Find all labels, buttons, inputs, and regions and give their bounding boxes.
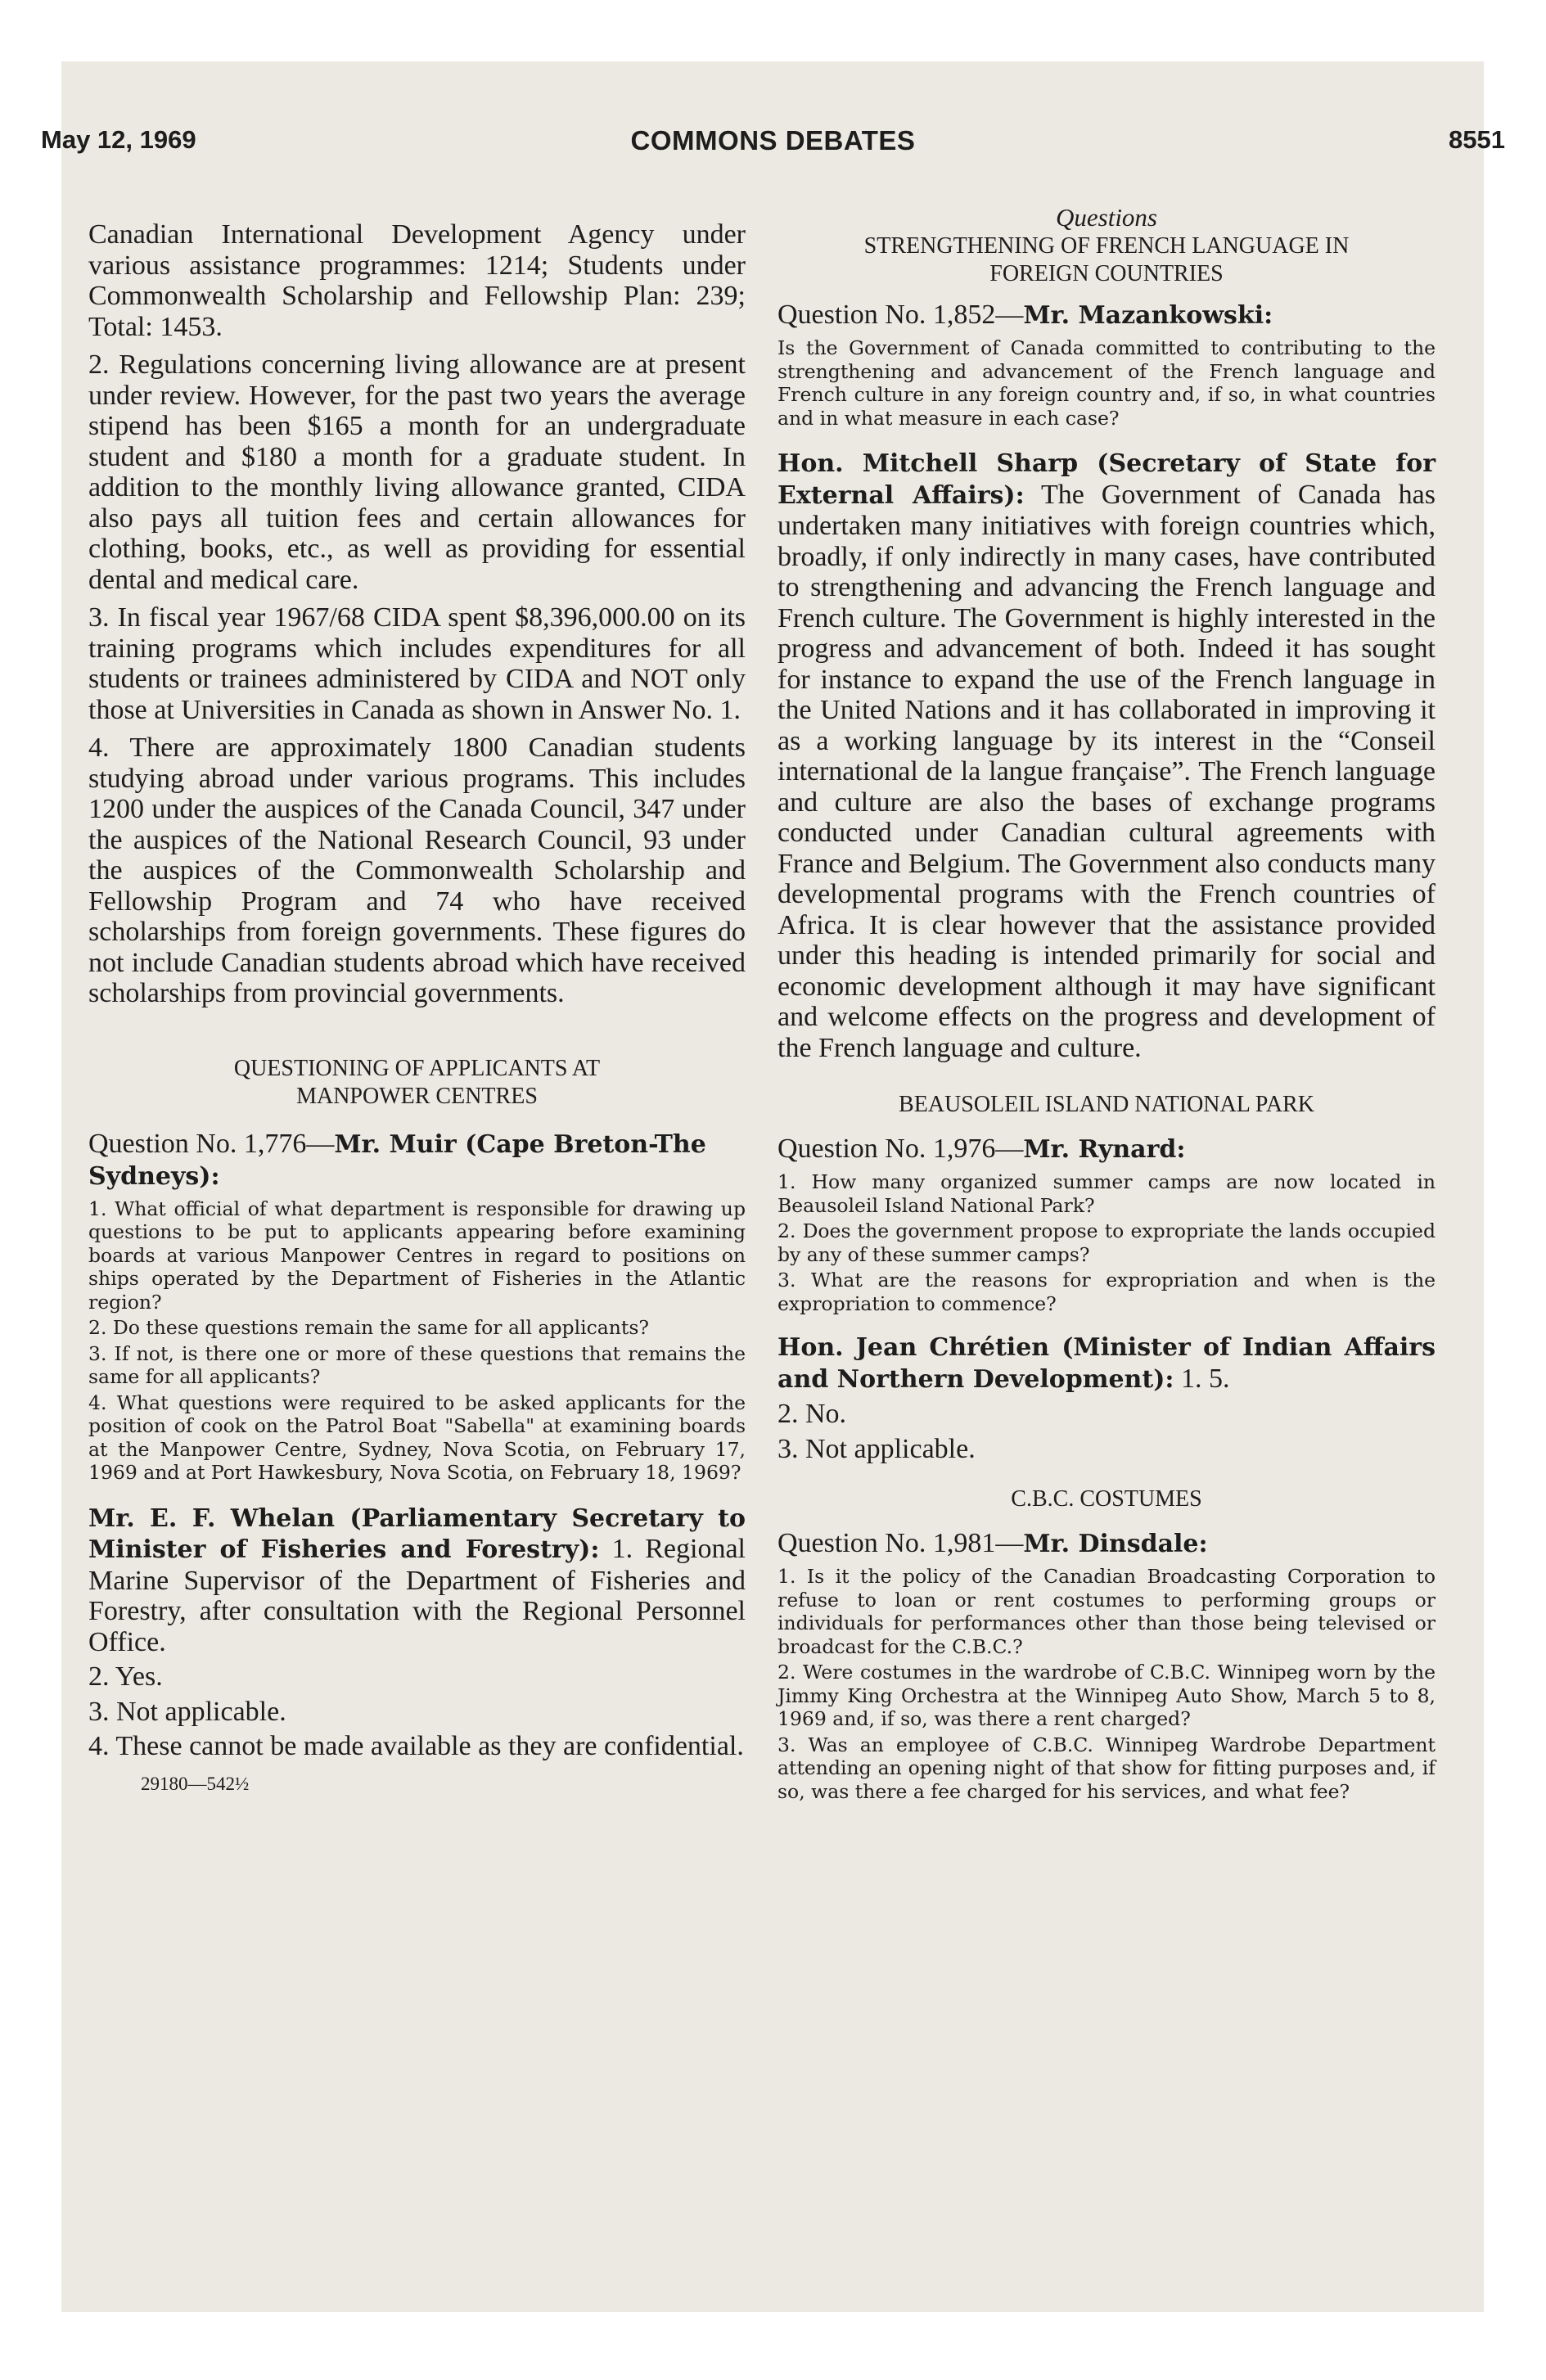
question-asker: Mr. Dinsdale: (1023, 1530, 1208, 1558)
question-item: 1. How many organized summer camps are now located in Beausoleil Island National Park? (778, 1170, 1436, 1217)
question-line (778, 1528, 1436, 1560)
question-item: 1. What official of what department is responsible for drawing up questions to be put to applicants appearing before examining boards at various Manpower Centres in regard to positions on ships operated by the Department of Fisheries in the Atlantic region? (88, 1197, 746, 1314)
printer-footer: 29180—542½ (141, 1773, 250, 1794)
paragraph: 3. In fiscal year 1967/68 CIDA spent $8,396,000.00 on its training programs which includes expenditures for all students or trainees administered by CIDA and NOT only those at Universities in Canada as shown in Answer No. 1. (88, 602, 746, 725)
question-items (778, 1565, 1436, 1803)
question-item: 4. What questions were required to be asked applicants for the position of cook on the Patrol Boat "Sabella" at examining boards at the Manpower Centre, Sydney, Nova Scotia, on February 17, 1969 and at Port Hawkesbury, Nova Scotia, on February 18, 1969? (88, 1391, 746, 1484)
answer-item: 2. Yes. (88, 1661, 163, 1692)
question-item: 3. What are the reasons for expropriation and when is the expropriation to commence? (778, 1269, 1436, 1315)
paragraph: 4. There are approximately 1800 Canadian students studying abroad under various programs. This includes 1200 under the auspices of the Canada Council, 347 under the auspices of the National Research Council, 93 under the auspices of the Commonwealth Scholarship and Fellowship Program and 74 who have received scholarships from foreign governments. These figures do not include Canadian students abroad which have received scholarships from provincial governments. (88, 732, 746, 1008)
question-asker: Mr. Rynard: (1023, 1135, 1186, 1164)
question-number: Question No. 1,776— (88, 1128, 335, 1159)
page-header (41, 125, 1505, 166)
answer-paragraph (778, 448, 1436, 1063)
answer-speaker: Mr. E. F. Whelan (Parliamentary Secretary to Minister of Fisheries and Forestry): (88, 1503, 746, 1564)
answer-item: 3. Not applicable. (778, 1433, 976, 1464)
paragraph: Canadian International Development Agency under various assistance programmes: 1214; Students under Commonwealth Scholarship and Fellowship Plan: 239; Total: 1453. (88, 219, 746, 342)
answer-paragraph (778, 1332, 1436, 1395)
section-heading: STRENGTHENING OF FRENCH LANGUAGE IN (863, 233, 1350, 259)
answer-item: 2. No. (778, 1399, 847, 1429)
question-item: 3. If not, is there one or more of these questions that remains the same for all applicants? (88, 1341, 746, 1388)
answer-speaker: Hon. Mitchell Sharp (Secretary of State for External Affairs): (778, 449, 1436, 510)
question-item: 3. Was an employee of C.B.C. Winnipeg Wardrobe Department attending an opening night of that show for fitting purposes and, if so, was there a fee charged for his services, and what fee? (778, 1733, 1436, 1803)
answer-item: 4. These cannot be made available as they are confidential. (88, 1731, 744, 1761)
question-number: Question No. 1,852— (778, 300, 1024, 330)
section-heading: QUESTIONING OF APPLICANTS AT (233, 1055, 601, 1081)
question-item: Is the Government of Canada committed to contributing to the strengthening and advancement of the French language and French culture in any foreign country and, if so, in what countries and in what measure in each case? (778, 336, 1436, 430)
right-column (778, 203, 1436, 1803)
answer-text: The Government of Canada has undertaken many initiatives with foreign countries which, broadly, if only indirectly in many cases, have contributed to strengthening and advancing the French language and French culture. The Government is highly interested in the progress and advancement of both. Indeed it has sought for instance to expand the use of the French language in the United Nations and it has collaborated in improving it as a working language by its interest in the “Conseil international de la langue française”. The French language and culture are also the bases of exchange programs conducted under Canadian cultural agreements with France and Belgium. The Government also conducts many developmental programs with the French countries of Africa. It is clear however that the assistance provided under this heading is intended primarily for social and economic development although it may have significant and welcome effects on the progress and development of the French language and culture. (778, 479, 1436, 1063)
question-line (778, 300, 1436, 331)
header-date: May 12, 1969 (41, 125, 196, 154)
question-asker: Mr. Muir (Cape Breton-The Sydneys): (88, 1129, 706, 1191)
section-label: Questions (1056, 203, 1157, 232)
paragraph: 2. Regulations concerning living allowance are at present under review. However, for the past two years the average stipend has been $165 a month for an undergraduate student and $180 a month for a graduate student. In addition to the monthly living allowance granted, CIDA also pays all tuition fees and certain allowances for clothing, books, etc., as well as providing for essential dental and medical care. (88, 349, 746, 595)
question-number: Question No. 1,976— (778, 1134, 1024, 1164)
question-number: Question No. 1,981— (778, 1528, 1024, 1558)
section-heading: MANPOWER CENTRES (296, 1083, 538, 1109)
header-title: COMMONS DEBATES (630, 125, 916, 156)
answer-text: 1. 5. (1174, 1363, 1230, 1394)
question-line (778, 1134, 1436, 1165)
question-line (88, 1129, 746, 1192)
question-item: 2. Were costumes in the wardrobe of C.B.C. Winnipeg worn by the Jimmy King Orchestra at the Winnipeg Auto Show, March 5 to 8, 1969 and, if so, was there a rent charged? (778, 1661, 1436, 1730)
question-items (778, 1170, 1436, 1315)
header-page-number: 8551 (1449, 125, 1505, 154)
answer-item: 3. Not applicable. (88, 1696, 286, 1727)
answer-text: 1. Regional Marine Supervisor of the Department of Fisheries and Forestry, after consultation with the Regional Personnel Office. (88, 1534, 746, 1657)
question-item: 1. Is it the policy of the Canadian Broadcasting Corporation to refuse to loan or rent costumes to performing groups or individuals for performances other than those being televised or broadcast for the C.B.C.? (778, 1565, 1436, 1658)
section-heading: BEAUSOLEIL ISLAND NATIONAL PARK (899, 1092, 1314, 1117)
left-column (88, 219, 746, 1795)
question-item: 2. Do these questions remain the same for all applicants? (88, 1316, 650, 1339)
section-heading: C.B.C. COSTUMES (1011, 1486, 1202, 1512)
answer-speaker: Hon. Jean Chrétien (Minister of Indian Affairs and Northern Development): (778, 1333, 1436, 1394)
question-asker: Mr. Mazankowski: (1023, 301, 1273, 330)
section-heading: FOREIGN COUNTRIES (989, 261, 1224, 286)
question-items (88, 1197, 746, 1485)
answer-paragraph (88, 1503, 746, 1658)
question-item: 2. Does the government propose to expropriate the lands occupied by any of these summer camps? (778, 1219, 1436, 1266)
